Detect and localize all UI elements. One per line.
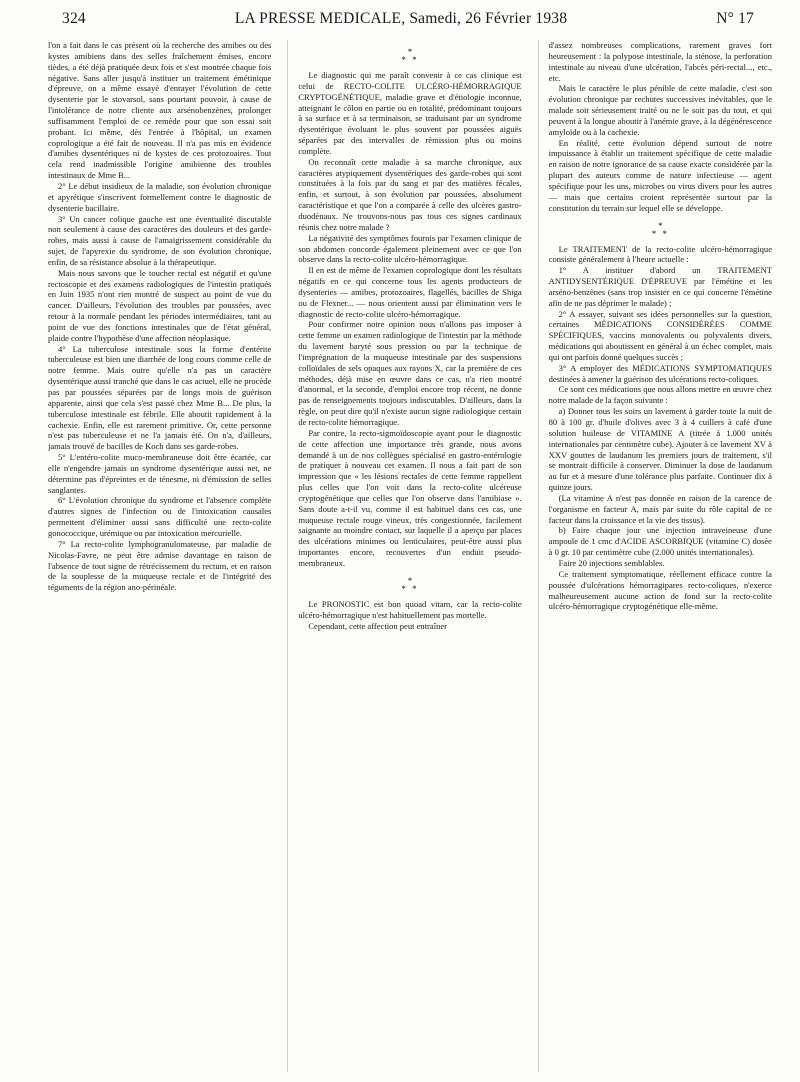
issue-number: N° 17 (716, 10, 754, 27)
separator-star-bottom: * * (651, 228, 669, 239)
paragraph: 5° L'entéro-colite muco-membraneuse doit être écartée, car elle n'engendre jamais un syndrome dysentérique aussi net, ne détermine pas d'épreintes et de ténesme, ni d'émission de selles sanglantes. (48, 452, 272, 495)
running-head (62, 10, 760, 36)
journal-title: LA PRESSE MEDICALE, Samedi, 26 Février 1938 (234, 10, 568, 27)
paragraph: Le diagnostic qui me paraît convenir à ce cas clinique est celui de RECTO-COLITE ULCÉRO-HÉMORRAGIQUE CRYPTOGÉNÉTIQUE, maladie grave et d'étiologie inconnue, atteignant le côlon en partie ou en totalité, prédominant toujours à sa surface et à sa terminaison, se traduisant par un syndrome dysentérique évoluant le plus souvent par poussées aiguës séparées par des intervalles de rémission plus ou moins complète. (298, 70, 522, 156)
paragraph: b) Faire chaque jour une injection intraveineuse d'une ampoule de 1 cmc d'ACIDE ASCORBIQUE (vitamine C) dosée à 0 gr. 10 par centimètre cube (2.000 unités internationales). (548, 525, 772, 558)
paragraph: 4° La tuberculose intestinale sous la forme d'entérite tuberculeuse est bien une diarrhée de long cours comme celle de notre femme. Mais outre qu'elle n'a pas un caractère dysentérique aussi tranché que dans le cas actuel, elle ne procède pas par poussées séparées par de longs mois de guérison apparente, ainsi que cela s'est passé chez Mme B... De plus, la tuberculose intestinale est fébrile. Elle aboutit rapidement à la cachexie. Enfin, elle est rarement primitive. Or, cette personne n'est pas tuberculeuse et ne l'a jamais été. On n'a, d'ailleurs, jamais trouvé de bacilles de Koch dans ses garde-robes. (48, 343, 272, 452)
section-separator (549, 222, 772, 238)
paragraph: l'on a fait dans le cas présent où la recherche des amibes ou des kystes amibiens dans des selles fraîchement émises, encore tièdes, a été déjà pratiquée deux fois et s'est montrée chaque fois négative. Sans aller jusqu'à instituer un traitement émétinique d'épreuve, on a même essayé d'enrayer l'évolution de cette dysenterie par le stovarsol, sans pourtant pouvoir, à cause de l'intolérance de notre cliente aux arsénobenzènes, prolonger suffisamment l'emploi de ce remède pour que son essai soit probant. Ici même, dès l'entrée à l'hôpital, un examen coprologique a été fait de nouveau. Il n'a pas mis en évidence d'amibes dysentériques ni de kystes de ces protozoaires. Tout cela rend inadmissible l'origine amibienne des troubles intestinaux de Mme B... (48, 40, 272, 181)
paragraph: Cependant, cette affection peut entraîner (308, 620, 447, 631)
paragraph: d'assez nombreuses complications, rarement graves fort heureusement : la polypose intestinale, la sténose, la perforation intestinale au niveau d'une ulcération, l'abcès péri-rectal..., etc., etc. (548, 40, 772, 83)
paragraph: Il en est de même de l'examen coprologique dont les résultats négatifs en ce qui concerne tous les agents producteurs de dysenteries — amibes, protozoaires, flagellés, bacilles de Shiga ou de Flexner... — nous orientent aussi par élimination vers le diagnostic de recto-colite ulcéro-hémorragique. (298, 265, 522, 319)
paragraph: Mais le caractère le plus pénible de cette maladie, c'est son évolution chronique par rechutes successives inévitables, que le malade soit sérieusement traité ou ne le soit pas du tout, et qui peuvent à la longue aboutir à l'anémie grave, à la dégénérescence amyloïde ou à la cachexie. (548, 83, 772, 137)
separator-star-bottom: * * (401, 583, 419, 594)
paragraph: Le TRAITEMENT de la recto-colite ulcéro-hémorragique consiste généralement à l'heure actuelle : (548, 243, 772, 265)
page-number: 324 (62, 10, 86, 27)
section-separator (298, 577, 521, 593)
column-3 (538, 40, 772, 1072)
separator-star-top: * (407, 47, 413, 57)
paragraph: 2° A essayer, suivant ses idées personnelles sur la question, certaines MÉDICATIONS CONSIDÉRÉES COMME SPÉCIFIQUES, vaccins monovalents ou polyvalents divers, médications qui aboutissent en général à un échec complet, mais qui ont parfois donné quelques succès ; (548, 308, 772, 362)
paragraph: Pour confirmer notre opinion nous n'allons pas imposer à cette femme un examen radiologique de l'intestin par la méthode du lavement baryté sous pression ou par la technique de l'imprégnation de la muqueuse intestinale par des suspensions colloïdales de sels opaques aux rayons X, car la première de ces méthodes, déjà mise en œuvre dans ce cas, n'a rien montré d'anormal, et la seconde, d'emploi encore trop récent, ne donne pas de renseignements toujours indiscutables. D'ailleurs, dans la règle, on peut dire qu'il n'existe aucun signe radiologique certain de recto-colite hémorragique. (298, 319, 522, 427)
paragraph: Faire 20 injections semblables. (558, 557, 665, 568)
section-separator (298, 48, 521, 64)
paragraph: Mais nous savons que le toucher rectal est négatif et qu'une rectoscopie et des examens radiologiques de l'intestin pratiqués en Juin 1935 n'ont rien montré de suspect au point de vue du cancer. D'ailleurs, l'évolution des troubles par poussées, avec retour à la normale pendant les périodes intermédiaires, tant au point de vue des fonctions intestinales que de l'état général, plaide contre l'hypothèse d'une affection néoplasique. (48, 267, 272, 343)
paragraph: a) Donner tous les soirs un lavement à garder toute la nuit de 80 à 100 gr. d'huile d'olives avec 3 à 4 cuillers à café d'une solution huileuse de VITAMINE A (titrée à 1.000 unités internationales par centimètre cube). Ajouter à ce lavement XV à XXV gouttes de laudanum les premiers jours de traitement, s'il se montrait difficile à conserver. Diminuer la dose de laudanum au fur et à mesure d'une tolérance plus parfaite. Continuer dix à quinze jours. (548, 406, 772, 493)
paragraph: 1° A instituer d'abord un TRAITEMENT ANTIDYSENTÉRIQUE D'ÉPREUVE par l'émétine et les arséno-benzènes (sans trop insister en ce qui concerne l'émétine afin de ne pas déprimer le malade) ; (548, 265, 772, 308)
paragraph: 7° La recto-colite lymphogranulomateuse, par maladie de Nicolas-Favre, ne peut être admise davantage en raison de l'absence de tout signe de rétrécissement du rectum, et en raison de la souplesse de la muqueuse rectale et de l'intégrité des téguments de la région ano-périnéale. (48, 538, 272, 593)
paragraph: Par contre, la recto-sigmoïdoscopie ayant pour le diagnostic de cette affection une importance très grande, nous avons demandé à un de nos collègues spécialisé en gastro-entérologie de pratiquer à nouveau cet examen. Il nous a fait part de son impression que « les lésions rectales de cette femme rappellent plus celles que l'on voit dans la recto-colite ulcéreuse cryptogénétique que celles que l'on observe dans l'amibiase ». Sans doute a-t-il vu, comme il est habituel dans ces cas, une muqueuse rectale rouge vineux, très congestionnée, facilement saignante au moindre contact, sur laquelle il a aperçu par places des ulcérations minimes ou lenticulaires, peut-être aussi plus importantes encore, recouvertes d'un enduit pseudo-membraneux. (298, 427, 522, 568)
separator-star-top: * (658, 220, 663, 231)
paragraph: 2° Le début insidieux de la maladie, son évolution chronique et apyrétique s'inscrivent formellement contre le diagnostic de dysenterie bacillaire. (48, 180, 272, 213)
paragraph: 3° Un cancer colique gauche est une éventualité discutable non seulement à cause des caractères des douleurs et des garde-robes, mais aussi à cause de l'amaigrissement considérable du sujet, de l'apyrexie du syndrome, de son évolution chronique, enfin, de sa résistance absolue à la thérapeutique. (48, 213, 272, 267)
paragraph: Ce sont ces médications que nous allons mettre en œuvre chez notre malade de la façon suivante : (548, 384, 772, 406)
paragraph: Ce traitement symptomatique, réellement efficace contre la poussée d'ulcérations hémorragipares recto-coliques, n'exerce malheureusement aucune action de fond sur la recto-colite ulcéro-hémorragique cryptogénétique elle-même. (548, 568, 772, 612)
column-1 (48, 40, 271, 1072)
paragraph: On reconnaît cette maladie à sa marche chronique, aux caractères atypiquement dysentériques des garde-robes qui sont constituées à la fois par du sang et par des matières fécales, enfin, et surtout, à son évolution par poussées, absolument caractéristique et que l'on a comparée à celle des ulcères gastro-duodénaux. Ne trouvons-nous pas tous ces signes cardinaux réunis chez notre malade ? (298, 156, 522, 232)
paragraph: En réalité, cette évolution dépend surtout de notre impuissance à établir un traitement spécifique de cette maladie en raison de notre ignorance de sa cause exacte considérée par la plupart des auteurs comme de nature infectieuse — agent spécifique pour les uns, microbes ou virus divers pour les autres — mais que certains croient représentée surtout par la constitution du terrain sur lequel elle se développe. (548, 137, 772, 213)
paragraph: Le PRONOSTIC est bon quoad vitam, car la recto-colite ulcéro-hémorragique n'est habituellement pas mortelle. (298, 598, 522, 620)
separator-star-bottom: * * (401, 55, 419, 65)
text-columns (48, 40, 772, 1072)
column-2 (287, 40, 521, 1072)
paragraph: 3° A employer des MÉDICATIONS SYMPTOMATIQUES destinées à amener la guérison des ulcérations recto-coliques. (548, 362, 772, 384)
separator-star-top: * (407, 575, 413, 586)
paragraph: 6° L'évolution chronique du syndrome et l'absence complète d'autres signes de l'infection ou de l'intoxication causales permettent d'éliminer aussi sans difficulté une recto-colite gonococcique, urémique ou par intoxication mercurielle. (48, 495, 272, 538)
paragraph: (La vitamine A n'est pas donnée en raison de la carence de l'organisme en facteur A, mais par suite du rôle capital de ce facteur dans la croissance et la vie des tissus). (548, 492, 772, 525)
paragraph: La négativité des symptômes fournis par l'examen clinique de son abdomen concorde également pleinement avec ce que l'on observe dans la recto-colite ulcéro-hémorragique. (298, 232, 522, 265)
